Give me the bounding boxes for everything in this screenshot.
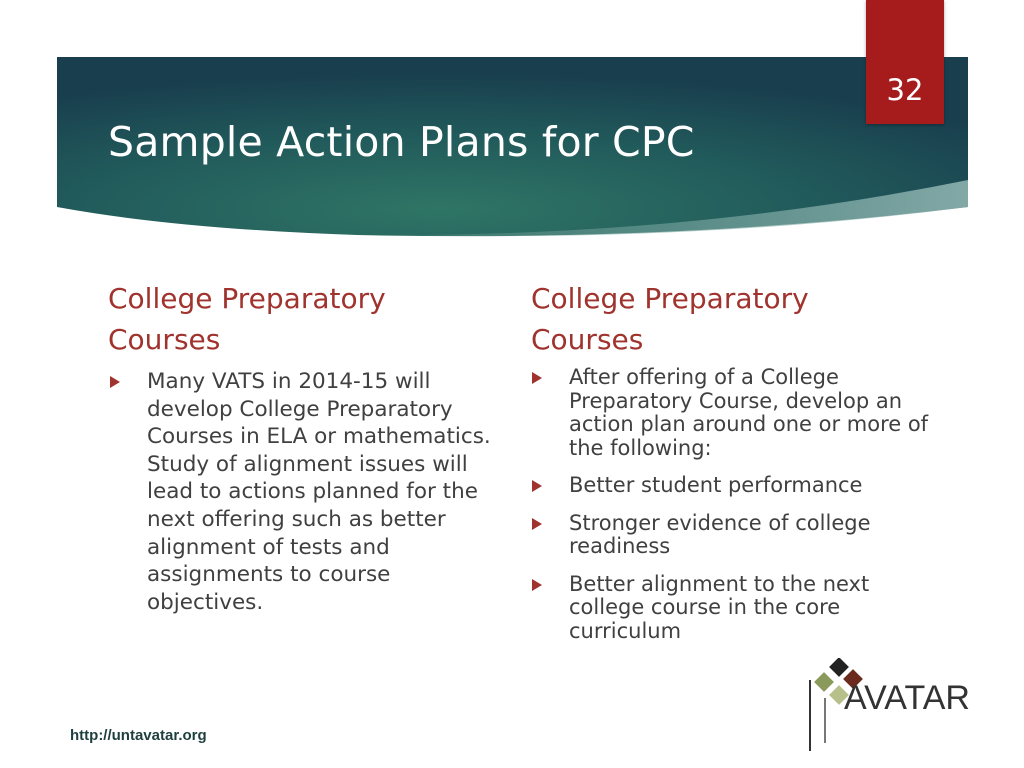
footer-url-link[interactable]: http://untavatar.org <box>70 727 207 744</box>
bullet-text: After offering of a College Preparatory Course, develop an action plan around one or more of the following: <box>569 365 929 460</box>
right-bullet-list <box>532 366 932 657</box>
left-column-heading: College Preparatory Courses <box>108 282 386 356</box>
list-item <box>532 474 932 498</box>
arrow-bullet-icon <box>532 579 542 591</box>
bullet-text: Better alignment to the next college course in the core curriculum <box>569 571 870 643</box>
arrow-bullet-icon <box>532 480 542 492</box>
right-column-heading: College Preparatory Courses <box>531 282 809 356</box>
page-number-tab <box>866 0 944 124</box>
avatar-logo <box>806 658 1006 754</box>
list-item <box>532 573 932 644</box>
list-item <box>110 368 500 616</box>
bullet-text: Stronger evidence of college readiness <box>569 510 871 558</box>
left-bullet-list <box>110 368 500 616</box>
list-item <box>532 366 932 460</box>
list-item <box>532 512 932 559</box>
arrow-bullet-icon <box>110 376 120 388</box>
arrow-bullet-icon <box>532 372 542 384</box>
bullet-text: Many VATS in 2014-15 will develop College Preparatory Courses in ELA or mathematics. Study of alignment issues will lead to actions planned for the next offering such as better alignment of tests and assignments to course objectives. <box>147 369 491 615</box>
bullet-text: Better student performance <box>569 473 863 497</box>
arrow-bullet-icon <box>532 518 542 530</box>
slide-title: Sample Action Plans for CPC <box>108 118 695 166</box>
logo-text: AVATAR <box>844 679 970 717</box>
page-number: 32 <box>886 73 924 107</box>
